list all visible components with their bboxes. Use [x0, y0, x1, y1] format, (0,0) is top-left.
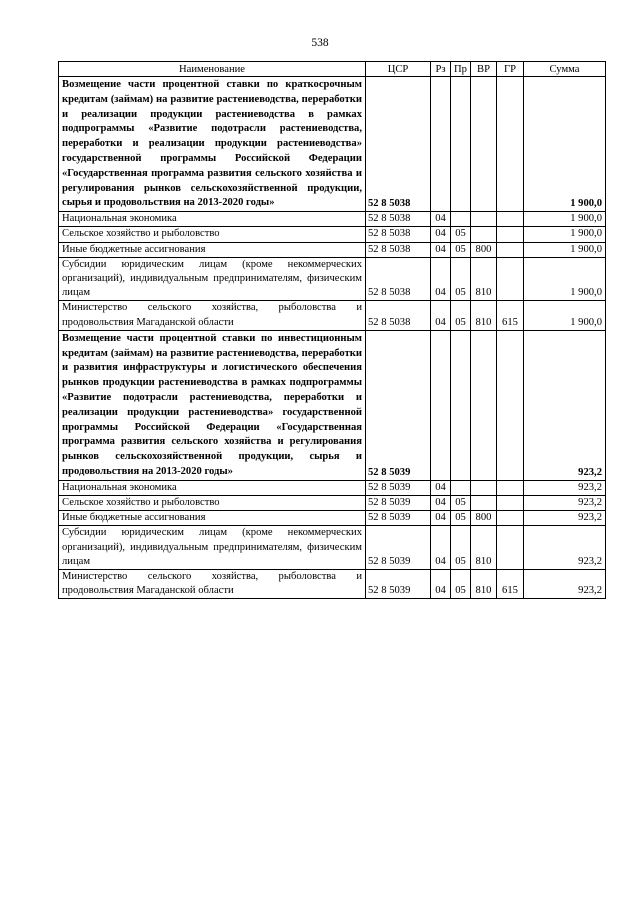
row-pr: 05 [451, 301, 471, 330]
row-csr: 52 8 5038 [366, 301, 431, 330]
row-pr: 05 [451, 227, 471, 242]
table-row [59, 77, 606, 212]
header-sum: Сумма [524, 62, 606, 77]
row-csr: 52 8 5038 [366, 242, 431, 257]
row-pr: 05 [451, 526, 471, 570]
row-pr: 05 [451, 495, 471, 510]
row-name: Национальная экономика [59, 480, 366, 495]
row-vr: 800 [471, 242, 497, 257]
table-row [59, 511, 606, 526]
row-pr [451, 212, 471, 227]
row-sum: 923,2 [524, 495, 606, 510]
row-gr [497, 526, 524, 570]
row-rz: 04 [431, 569, 451, 598]
row-sum: 1 900,0 [524, 212, 606, 227]
row-name: Иные бюджетные ассигнования [59, 242, 366, 257]
row-sum: 923,2 [524, 569, 606, 598]
row-pr: 05 [451, 569, 471, 598]
row-sum: 1 900,0 [524, 257, 606, 301]
row-vr [471, 330, 497, 480]
row-sum: 1 900,0 [524, 77, 606, 212]
row-name: Субсидии юридическим лицам (кроме некоммерческих организаций), индивидуальным предпринимателям, физическим лицам [59, 257, 366, 301]
row-rz [431, 330, 451, 480]
row-csr: 52 8 5038 [366, 257, 431, 301]
row-gr [497, 330, 524, 480]
row-vr [471, 77, 497, 212]
header-vr: ВР [471, 62, 497, 77]
table-row [59, 212, 606, 227]
row-sum: 923,2 [524, 480, 606, 495]
row-name: Сельское хозяйство и рыболовство [59, 227, 366, 242]
row-gr [497, 212, 524, 227]
row-gr [497, 495, 524, 510]
row-name: Сельское хозяйство и рыболовство [59, 495, 366, 510]
header-pr: Пр [451, 62, 471, 77]
row-vr [471, 480, 497, 495]
row-csr: 52 8 5038 [366, 77, 431, 212]
row-rz: 04 [431, 495, 451, 510]
table-row [59, 495, 606, 510]
header-csr: ЦСР [366, 62, 431, 77]
row-rz: 04 [431, 511, 451, 526]
row-rz: 04 [431, 227, 451, 242]
row-name: Министерство сельского хозяйства, рыболовства и продовольствия Магаданской области [59, 301, 366, 330]
table-row [59, 480, 606, 495]
row-sum: 1 900,0 [524, 301, 606, 330]
row-pr: 05 [451, 257, 471, 301]
table-row [59, 301, 606, 330]
table-row [59, 257, 606, 301]
row-pr: 05 [451, 511, 471, 526]
row-vr [471, 227, 497, 242]
header-gr: ГР [497, 62, 524, 77]
row-sum: 923,2 [524, 526, 606, 570]
row-name: Субсидии юридическим лицам (кроме некоммерческих организаций), индивидуальным предпринимателям, физическим лицам [59, 526, 366, 570]
row-name: Министерство сельского хозяйства, рыболовства и продовольствия Магаданской области [59, 569, 366, 598]
row-rz: 04 [431, 212, 451, 227]
row-csr: 52 8 5039 [366, 511, 431, 526]
table-body [59, 77, 606, 599]
table-row [59, 569, 606, 598]
row-gr [497, 257, 524, 301]
row-csr: 52 8 5039 [366, 495, 431, 510]
table-row [59, 242, 606, 257]
row-vr [471, 495, 497, 510]
row-vr: 810 [471, 301, 497, 330]
row-gr [497, 480, 524, 495]
row-rz [431, 77, 451, 212]
row-name: Национальная экономика [59, 212, 366, 227]
row-name: Иные бюджетные ассигнования [59, 511, 366, 526]
row-sum: 1 900,0 [524, 242, 606, 257]
row-gr [497, 227, 524, 242]
row-rz: 04 [431, 526, 451, 570]
row-rz: 04 [431, 257, 451, 301]
row-csr: 52 8 5038 [366, 227, 431, 242]
row-vr: 810 [471, 569, 497, 598]
row-csr: 52 8 5039 [366, 480, 431, 495]
header-rz: Рз [431, 62, 451, 77]
row-gr: 615 [497, 569, 524, 598]
row-vr: 800 [471, 511, 497, 526]
row-sum: 923,2 [524, 511, 606, 526]
row-rz: 04 [431, 242, 451, 257]
row-pr [451, 330, 471, 480]
row-rz: 04 [431, 480, 451, 495]
row-gr: 615 [497, 301, 524, 330]
table-row [59, 227, 606, 242]
table-header-row [59, 62, 606, 77]
row-rz: 04 [431, 301, 451, 330]
row-vr [471, 212, 497, 227]
row-pr [451, 480, 471, 495]
row-pr [451, 77, 471, 212]
row-sum: 923,2 [524, 330, 606, 480]
row-vr: 810 [471, 526, 497, 570]
row-csr: 52 8 5039 [366, 526, 431, 570]
page-number: 538 [311, 37, 329, 49]
row-gr [497, 242, 524, 257]
row-pr: 05 [451, 242, 471, 257]
row-csr: 52 8 5039 [366, 330, 431, 480]
row-gr [497, 77, 524, 212]
budget-table [58, 61, 606, 599]
row-gr [497, 511, 524, 526]
row-name: Возмещение части процентной ставки по краткосрочным кредитам (займам) на развитие растениеводства, переработки и реализации продукции растениеводства в рамках подпрограммы «Развитие подотрасли растениеводства, переработки и реализации продукции растениеводства» государственной программы Российской Федерации «Государственная программа развития сельского хозяйства и регулирования рынков сельскохозяйственной продукции, сырья и продовольствия на 2013-2020 годы» [59, 77, 366, 212]
header-name: Наименование [59, 62, 366, 77]
table-row [59, 330, 606, 480]
row-name: Возмещение части процентной ставки по инвестиционным кредитам (займам) на развитие растениеводства, переработки и развития инфраструктуры и логистического обеспечения рынков продукции растениеводства в рамках подпрограммы «Развитие подотрасли растениеводства, переработки и реализации продукции растениеводства» государственной программы Российской Федерации «Государственная программа развития сельского хозяйства и регулирования рынков сельскохозяйственной продукции, сырья и продовольствия на 2013-2020 годы» [59, 330, 366, 480]
table-row [59, 526, 606, 570]
row-sum: 1 900,0 [524, 227, 606, 242]
row-csr: 52 8 5039 [366, 569, 431, 598]
row-vr: 810 [471, 257, 497, 301]
row-csr: 52 8 5038 [366, 212, 431, 227]
